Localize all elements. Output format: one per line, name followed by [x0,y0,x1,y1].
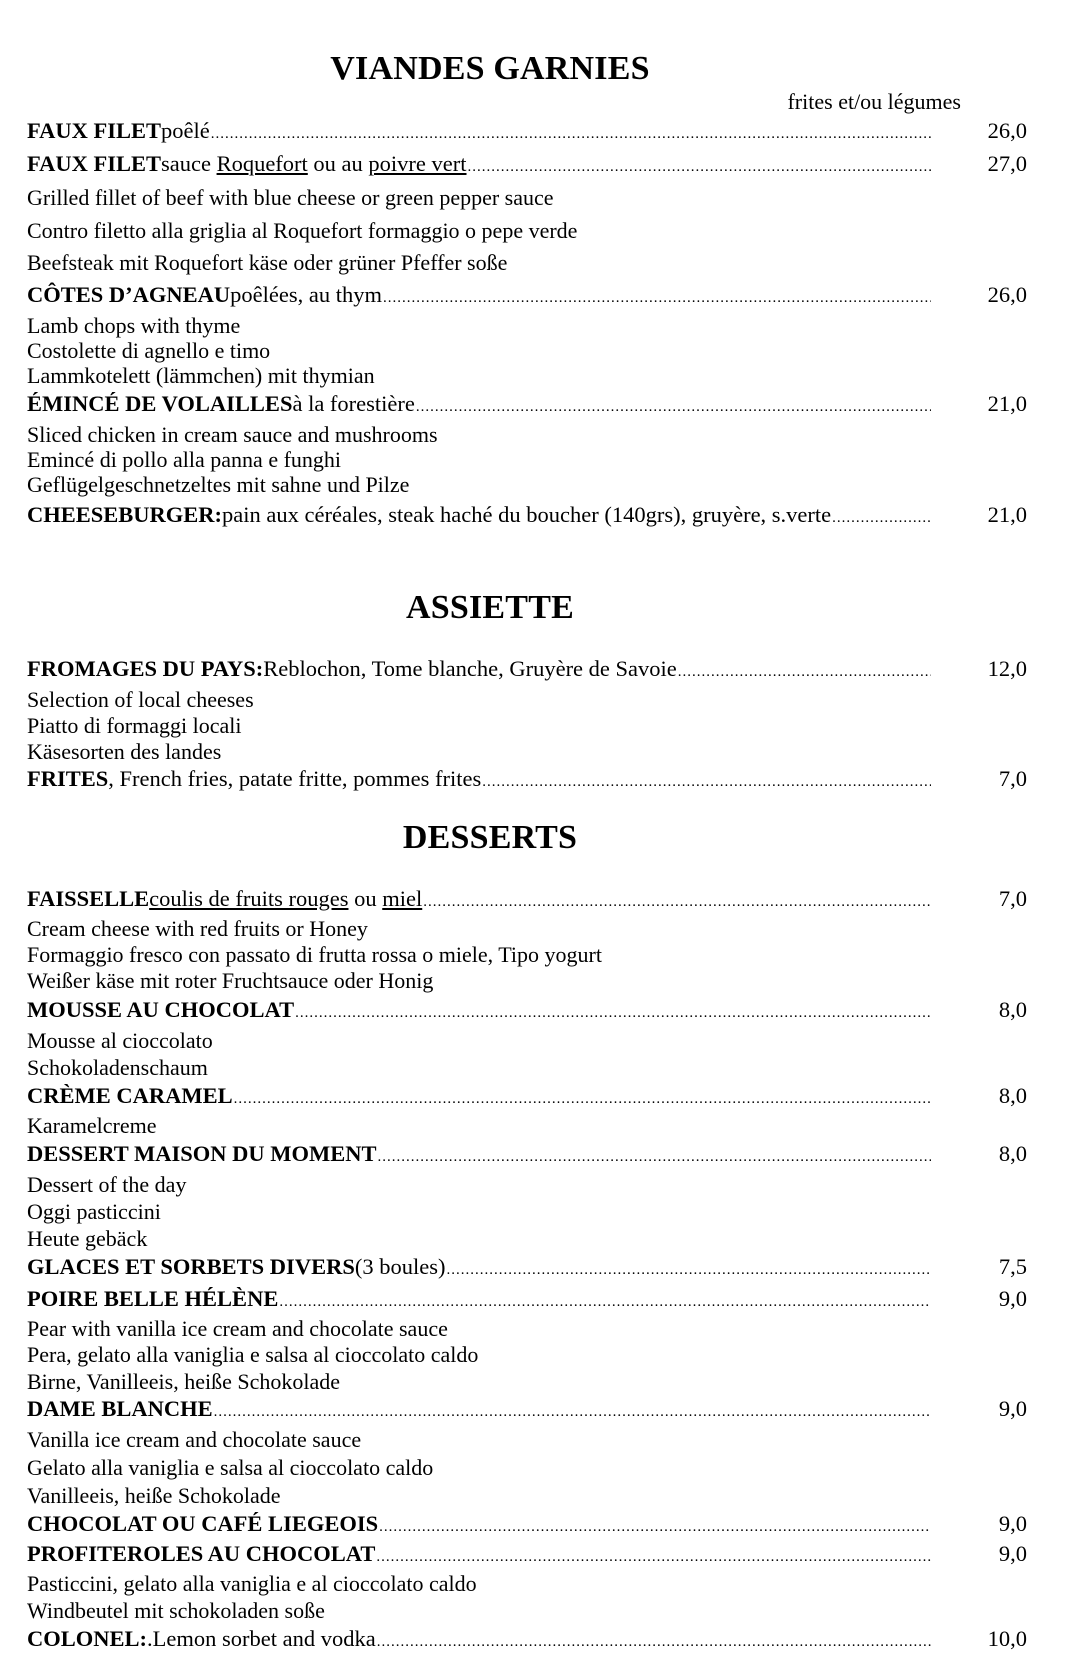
menu-item-liegeois [27,1511,1027,1541]
item-desc: poêlé [160,118,210,143]
dot-leader [423,894,931,911]
item-name: GLACES ET SORBETS DIVERS [27,1254,355,1279]
menu-item-dame-blanche [27,1396,1027,1426]
section-title-assiette: ASSIETTE [406,589,574,626]
item-price: 7,0 [998,886,1027,911]
section-title-desserts: DESSERTS [402,819,578,856]
dot-leader [377,1634,931,1651]
item-desc: (3 boules) [354,1254,446,1279]
dot-leader [211,126,931,143]
menu-item-cotes-agneau [27,282,1027,312]
item-price: 7,0 [998,766,1027,791]
item-desc: pain aux céréales, steak haché du boucher (140grs), gruyère, s.verte [222,502,832,527]
item-translation: Lamb chops with thyme [27,313,241,338]
item-name: CHOCOLAT OU CAFÉ LIEGEOIS [27,1511,379,1536]
dot-leader [376,1549,931,1566]
item-translation: Cream cheese with red fruits or Honey [27,916,368,941]
item-name: DAME BLANCHE [27,1396,213,1421]
item-translation: Schokoladenschaum [27,1055,208,1080]
item-translation: Pasticcini, gelato alla vaniglia e al cioccolato caldo [27,1571,477,1596]
item-price: 9,0 [998,1511,1027,1536]
menu-item-faux-filet-sauce [27,151,1027,181]
item-price: 26,0 [987,282,1027,307]
menu-item-faisselle [27,886,1027,916]
dot-leader [832,510,931,527]
item-price: 12,0 [987,656,1027,681]
item-price: 9,0 [998,1541,1027,1566]
menu-item-glaces [27,1254,1027,1284]
item-desc: , French fries, patate fritte, pommes frites [108,766,482,791]
item-translation: Formaggio fresco con passato di frutta rossa o miele, Tipo yogurt [27,942,602,967]
item-translation: Geflügelgeschnetzeltes mit sahne und Pilze [27,472,410,497]
dot-leader [279,1294,931,1311]
item-translation: Costolette di agnello e timo [27,338,271,363]
item-name: CRÈME CARAMEL [27,1083,233,1108]
item-translation: Windbeutel mit schokoladen soße [27,1598,325,1623]
item-price: 27,0 [987,151,1027,176]
item-name: CÔTES D’AGNEAU [27,282,231,307]
menu-item-emince [27,391,1027,421]
item-translation: Piatto di formaggi locali [27,713,242,738]
item-desc: Reblochon, Tome blanche, Gruyère de Savoie [263,656,677,681]
item-translation: Pear with vanilla ice cream and chocolate sauce [27,1316,448,1341]
menu-item-faux-filet [27,118,1027,148]
item-price: 10,0 [987,1626,1027,1651]
item-price: 8,0 [998,1141,1027,1166]
item-desc: poêlées, au thym [230,282,382,307]
dot-leader [468,159,931,176]
item-price: 7,5 [998,1254,1027,1279]
item-translation: Weißer käse mit roter Fruchtsauce oder Honig [27,968,434,993]
item-name: FRITES [27,766,109,791]
item-translation: Karamelcreme [27,1113,157,1138]
item-translation: Pera, gelato alla vaniglia e salsa al cioccolato caldo [27,1342,479,1367]
item-price: 21,0 [987,502,1027,527]
item-desc: sauce Roquefort ou au poivre vert [160,151,467,176]
item-desc: .Lemon sorbet and vodka [147,1626,376,1651]
dot-leader [377,1149,931,1166]
item-desc: à la forestière [292,391,415,416]
menu-item-poire-belle-helene [27,1286,1027,1316]
menu-item-frites [27,766,1027,796]
item-name: DESSERT MAISON DU MOMENT [27,1141,377,1166]
item-translation: Mousse al cioccolato [27,1028,213,1053]
dot-leader [678,664,931,681]
item-name: POIRE BELLE HÉLÈNE [27,1286,279,1311]
dot-leader [214,1404,931,1421]
item-name: FROMAGES DU PAYS: [27,656,264,681]
item-translation: Vanilleeis, heiße Schokolade [27,1483,281,1508]
item-translation: Selection of local cheeses [27,687,254,712]
item-translation: Beefsteak mit Roquefort käse oder grüner Pfeffer soße [27,250,508,275]
item-price: 8,0 [998,997,1027,1022]
item-translation: Lammkotelett (lämmchen) mit thymian [27,363,375,388]
item-translation: Grilled fillet of beef with blue cheese or green pepper sauce [27,185,554,210]
dot-leader [234,1091,931,1108]
item-price: 9,0 [998,1396,1027,1421]
menu-item-colonel [27,1626,1027,1656]
item-translation: Dessert of the day [27,1172,187,1197]
menu-item-fromages [27,656,1027,686]
item-name: FAUX FILET [27,118,161,143]
menu-item-dessert-maison [27,1141,1027,1171]
item-translation: Contro filetto alla griglia al Roquefort formaggio o pepe verde [27,218,578,243]
item-translation: Käsesorten des landes [27,739,222,764]
menu-item-cheeseburger [27,502,1027,532]
dot-leader [379,1519,931,1536]
dot-leader [416,399,931,416]
item-name: FAUX FILET [27,151,161,176]
dot-leader [295,1005,931,1022]
item-translation: Emincé di pollo alla panna e funghi [27,447,342,472]
item-translation: Oggi pasticcini [27,1199,161,1224]
section-note-viandes: frites et/ou légumes [787,89,961,114]
item-name: MOUSSE AU CHOCOLAT [27,997,295,1022]
item-name: COLONEL: [27,1626,148,1651]
item-price: 21,0 [987,391,1027,416]
dot-leader [482,774,931,791]
item-translation: Birne, Vanilleeis, heiße Schokolade [27,1369,341,1394]
dot-leader [446,1262,931,1279]
item-desc: coulis de fruits rouges ou miel [149,886,423,911]
menu-item-mousse [27,997,1027,1027]
section-title-viandes: VIANDES GARNIES [330,50,650,87]
item-name: CHEESEBURGER: [27,502,223,527]
item-translation: Vanilla ice cream and chocolate sauce [27,1427,362,1452]
item-translation: Heute gebäck [27,1226,148,1251]
item-translation: Sliced chicken in cream sauce and mushrooms [27,422,438,447]
menu-item-creme-caramel [27,1083,1027,1113]
item-translation: Gelato alla vaniglia e salsa al cioccolato caldo [27,1455,434,1480]
item-price: 9,0 [998,1286,1027,1311]
menu-item-profiteroles [27,1541,1027,1571]
dot-leader [383,290,931,307]
item-name: FAISSELLE [27,886,150,911]
item-name: PROFITEROLES AU CHOCOLAT [27,1541,376,1566]
item-name: ÉMINCÉ DE VOLAILLES [27,391,293,416]
item-price: 8,0 [998,1083,1027,1108]
item-price: 26,0 [987,118,1027,143]
